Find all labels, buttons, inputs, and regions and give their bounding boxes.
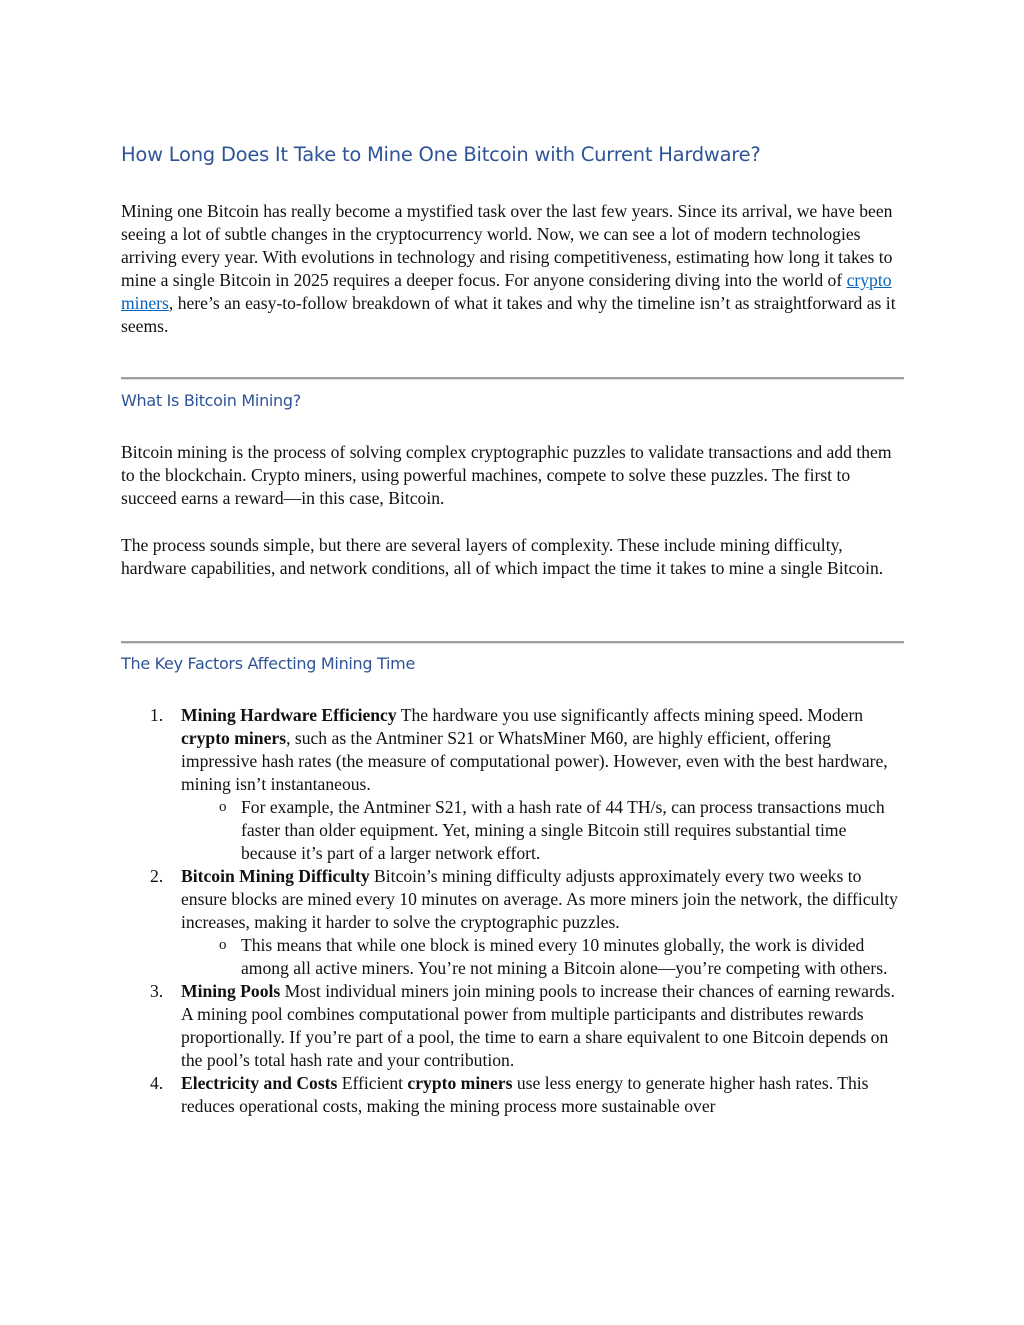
list-number: 3.	[150, 981, 164, 1001]
factor-title: Mining Hardware Efficiency	[181, 705, 397, 725]
intro-text: Mining one Bitcoin has really become a mystified task over the last few years. Since its arrival, we have been seeing a lot of subtle changes in the cryptocurrency world. Now, we can see a lot of modern technologies arriving every year. With evolutions in technology and rising competitiveness, estimating how long it takes to mine a single Bitcoin in 2025 requires a deeper focus. For anyone considering diving into the world of	[121, 201, 893, 290]
list-item	[121, 865, 904, 980]
factor-keyword: crypto miners	[181, 728, 287, 748]
factor-text: use less energy to generate higher hash rates. This reduces operational costs, making the mining process more sustainable over	[181, 1073, 869, 1116]
factor-title: Electricity and Costs	[181, 1073, 338, 1093]
bullet-marker: o	[219, 937, 227, 953]
sub-bullet-item	[181, 934, 904, 980]
mining-definition-paragraph: Bitcoin mining is the process of solving complex cryptographic puzzles to validate transactions and add them to the blockchain. Crypto miners, using powerful machines, compete to solve these puzzles. The first to succeed earns a reward—in this case, Bitcoin.	[121, 442, 892, 508]
list-item	[121, 704, 904, 865]
section-heading-key-factors: The Key Factors Affecting Mining Time	[121, 654, 415, 673]
intro-paragraph	[121, 200, 904, 338]
factor-title: Mining Pools	[181, 981, 281, 1001]
list-number: 4.	[150, 1073, 164, 1093]
list-item	[121, 980, 904, 1072]
factor-text: Efficient	[337, 1073, 408, 1093]
factor-title: Bitcoin Mining Difficulty	[181, 866, 370, 886]
sub-bullet-text: For example, the Antminer S21, with a hash rate of 44 TH/s, can process transactions much faster than older equipment. Yet, mining a single Bitcoin still requires substantial time because it’s part of a larger network effort.	[241, 797, 885, 863]
factor-text: Most individual miners join mining pools to increase their chances of earning rewards. A mining pool combines computational power from multiple participants and distributes rewards proportionally. If you’re part of a pool, the time to earn a share equivalent to one Bitcoin depends on the pool’s total hash rate and your contribution.	[181, 981, 895, 1070]
intro-text-end: , here’s an easy-to-follow breakdown of what it takes and why the timeline isn’t as straightforward as it seems.	[121, 293, 896, 336]
list-number: 2.	[150, 866, 164, 886]
list-number: 1.	[150, 705, 164, 725]
factor-text: , such as the Antminer S21 or WhatsMiner M60, are highly efficient, offering impressive hash rates (the measure of computational power). However, even with the best hardware, mining isn’t instantaneous.	[181, 728, 888, 794]
key-factors-list	[121, 704, 904, 1118]
bullet-marker: o	[219, 799, 227, 815]
section-heading-what-is-mining: What Is Bitcoin Mining?	[121, 391, 301, 410]
document-title: How Long Does It Take to Mine One Bitcoin with Current Hardware?	[121, 143, 761, 166]
factor-text: The hardware you use significantly affects mining speed. Modern	[396, 705, 864, 725]
factor-text: Bitcoin’s mining difficulty adjusts approximately every two weeks to ensure blocks are mined every 10 minutes on average. As more miners join the network, the difficulty increases, making it harder to solve the cryptographic puzzles.	[181, 866, 898, 932]
sub-bullet-text: This means that while one block is mined every 10 minutes globally, the work is divided among all active miners. You’re not mining a Bitcoin alone—you’re competing with others.	[241, 935, 888, 978]
crypto-miners-link[interactable]: crypto miners	[121, 270, 892, 313]
list-item	[121, 1072, 904, 1118]
factor-keyword: crypto miners	[407, 1073, 513, 1093]
section-divider	[121, 641, 904, 644]
sub-bullet-item	[181, 796, 904, 865]
mining-complexity-paragraph: The process sounds simple, but there are several layers of complexity. These include mining difficulty, hardware capabilities, and network conditions, all of which impact the time it takes to mine a single Bitcoin.	[121, 535, 884, 578]
section-divider	[121, 377, 904, 380]
